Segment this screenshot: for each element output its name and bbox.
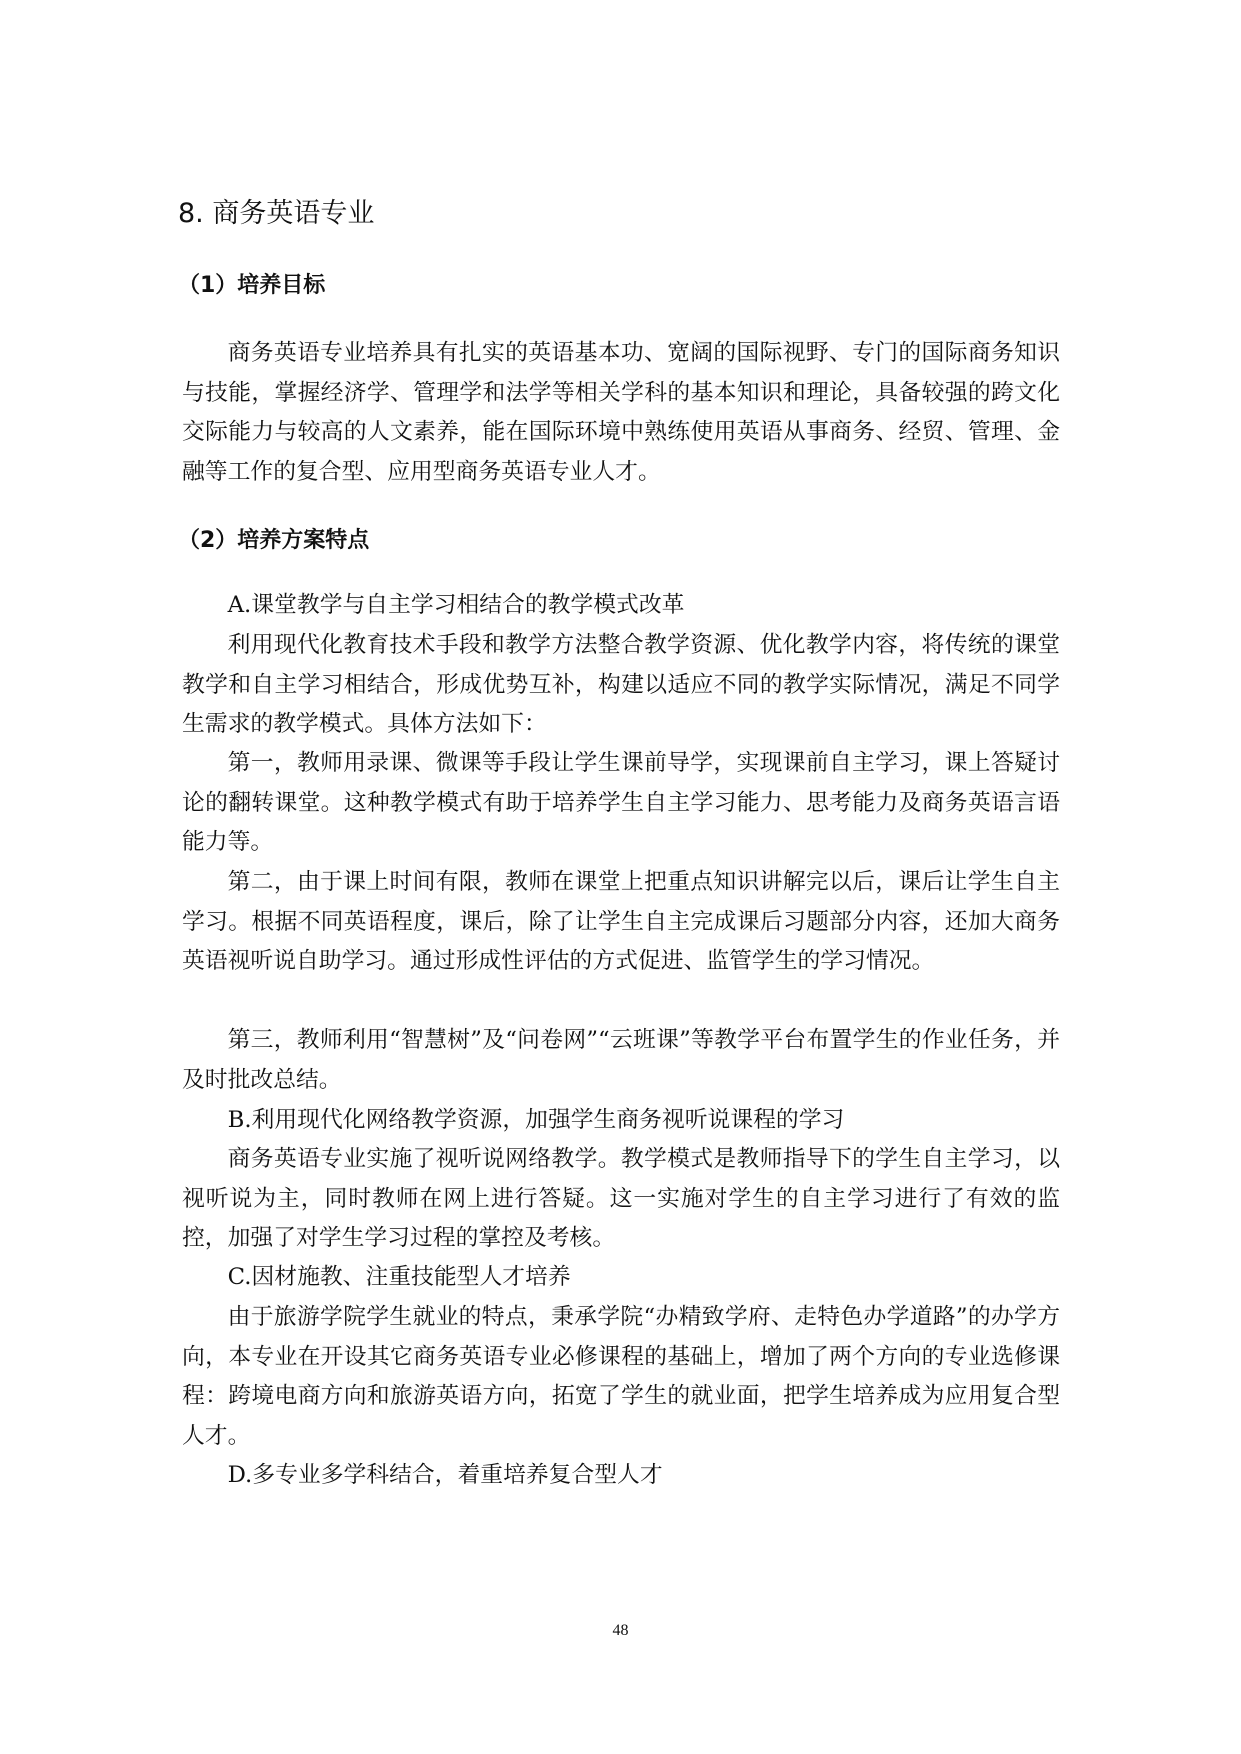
subsection-heading-features: （2）培养方案特点 [178, 528, 370, 553]
paragraph-method-third: 第三，教师利用“智慧树”及“问卷网”“云班课”等教学平台布置学生的作业任务，并及时批改总结。 [182, 1027, 1060, 1093]
section-title: 8. 商务英语专业 [178, 198, 375, 229]
paragraph-method-second: 第二，由于课上时间有限，教师在课堂上把重点知识讲解完以后，课后让学生自主学习。根据不同英语程度，课后，除了让学生自主完成课后习题部分内容，还加大商务英语视听说自助学习。通过形成性评估的方式促进、监管学生的学习情况。 [182, 869, 1060, 974]
subsection-heading-objectives: （1）培养目标 [178, 273, 326, 298]
page-number: 48 [612, 1622, 629, 1639]
paragraph-feature-c-body: 由于旅游学院学生就业的特点，秉承学院“办精致学府、走特色办学道路”的办学方向，本专业在开设其它商务英语专业必修课程的基础上，增加了两个方向的专业选修课程：跨境电商方向和旅游英语方向，拓宽了学生的就业面，把学生培养成为应用复合型人才。 [182, 1304, 1060, 1449]
paragraph-feature-d-heading: D.多专业多学科结合，着重培养复合型人才 [227, 1462, 663, 1488]
paragraph-feature-b-heading: B.利用现代化网络教学资源，加强学生商务视听说课程的学习 [227, 1107, 845, 1133]
paragraph-feature-a-heading: A.课堂教学与自主学习相结合的教学模式改革 [227, 592, 685, 618]
paragraph-feature-c-heading: C.因材施教、注重技能型人才培养 [227, 1264, 571, 1290]
paragraph-feature-a-body: 利用现代化教育技术手段和教学方法整合教学资源、优化教学内容，将传统的课堂教学和自主学习相结合，形成优势互补，构建以适应不同的教学实际情况，满足不同学生需求的教学模式。具体方法如下： [182, 632, 1060, 737]
paragraph-method-first: 第一，教师用录课、微课等手段让学生课前导学，实现课前自主学习，课上答疑讨论的翻转课堂。这种教学模式有助于培养学生自主学习能力、思考能力及商务英语言语能力等。 [182, 750, 1060, 855]
paragraph-feature-b-body: 商务英语专业实施了视听说网络教学。教学模式是教师指导下的学生自主学习，以视听说为主，同时教师在网上进行答疑。这一实施对学生的自主学习进行了有效的监控，加强了对学生学习过程的掌控及考核。 [182, 1146, 1060, 1251]
paragraph-objectives: 商务英语专业培养具有扎实的英语基本功、宽阔的国际视野、专门的国际商务知识与技能，掌握经济学、管理学和法学等相关学科的基本知识和理论，具备较强的跨文化交际能力与较高的人文素养，能在国际环境中熟练使用英语从事商务、经贸、管理、金融等工作的复合型、应用型商务英语专业人才。 [182, 340, 1060, 485]
